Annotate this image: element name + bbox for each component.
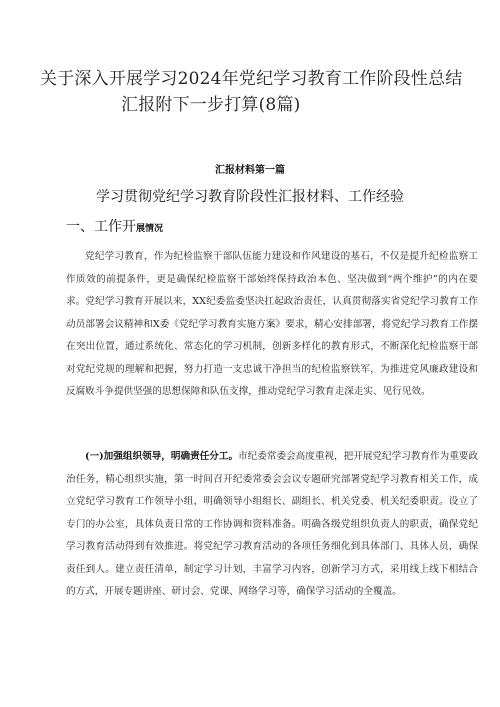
paragraph-organization-lead: (一)加强组织领导，明确责任分工。 [85,451,239,462]
paragraph-intro: 党纪学习教育，作为纪检监察干部队伍能力建设和作风建设的基石，不仅是提升纪检监察工作质效的前提条件，更是确保纪检监察干部始终保持政治本色、坚决做到“两个维护”的内在要求。党纪学习教育开展以来，XX纪委监委坚决扛起政治责任，认真贯彻落实省党纪学习教育工作动员部署会议精神和X委《党纪学习教育实施方案》要求，精心安排部署，将党纪学习教育工作摆在突出位置，通过系统化、常态化的学习机制，创新多样化的教育形式，不断深化纪检监察干部对党纪党规的理解和把握，努力打造一支忠诚干净担当的纪检监察铁军，为推进党风廉政建设和反腐败斗争提供坚强的思想保障和队伍支撑，推动党纪学习教育走深走实、见行见效。 [66,251,478,397]
heading-work-status [66,216,163,236]
subtitle: 学习贯彻党纪学习教育阶段性汇报材料、工作经验 [96,189,404,205]
paragraph-organization [66,446,478,604]
section-label: 汇报材料第一篇 [215,165,285,176]
heading-work-status-main: 一、工作开 [66,219,136,235]
paragraph-organization-body: 市纪委常委会高度重视，把开展党纪学习教育作为重要政治任务，精心组织实施，第一时间召开纪委常委会会议专题研究部署党纪学习教育相关工作，成立党纪学习教育工作领导小组，明确领导小组组长、副组长、机关党委、机关纪委职责。设立了专门的办公室，具体负责日常的工作协调和资料准备。明确各级党组织负责人的职责，确保党纪学习教育活动得到有效推进。将党纪学习教育活动的各项任务细化到具体部门、具体人员，确保责任到人。建立责任清单，制定学习计划，丰富学习内容，创新学习方式，采用线上线下相结合的方式，开展专题讲座、研讨会、党课、网络学习等，确保学习活动的全覆盖。 [66,451,479,597]
heading-work-status-small: 展情况 [136,224,164,234]
document-title-line-2: 汇报附下一步打算(8篇) [121,95,301,115]
document-title-line-1: 关于深入开展学习2024年党纪学习教育工作阶段性总结 [40,69,463,89]
document-title [40,66,470,118]
